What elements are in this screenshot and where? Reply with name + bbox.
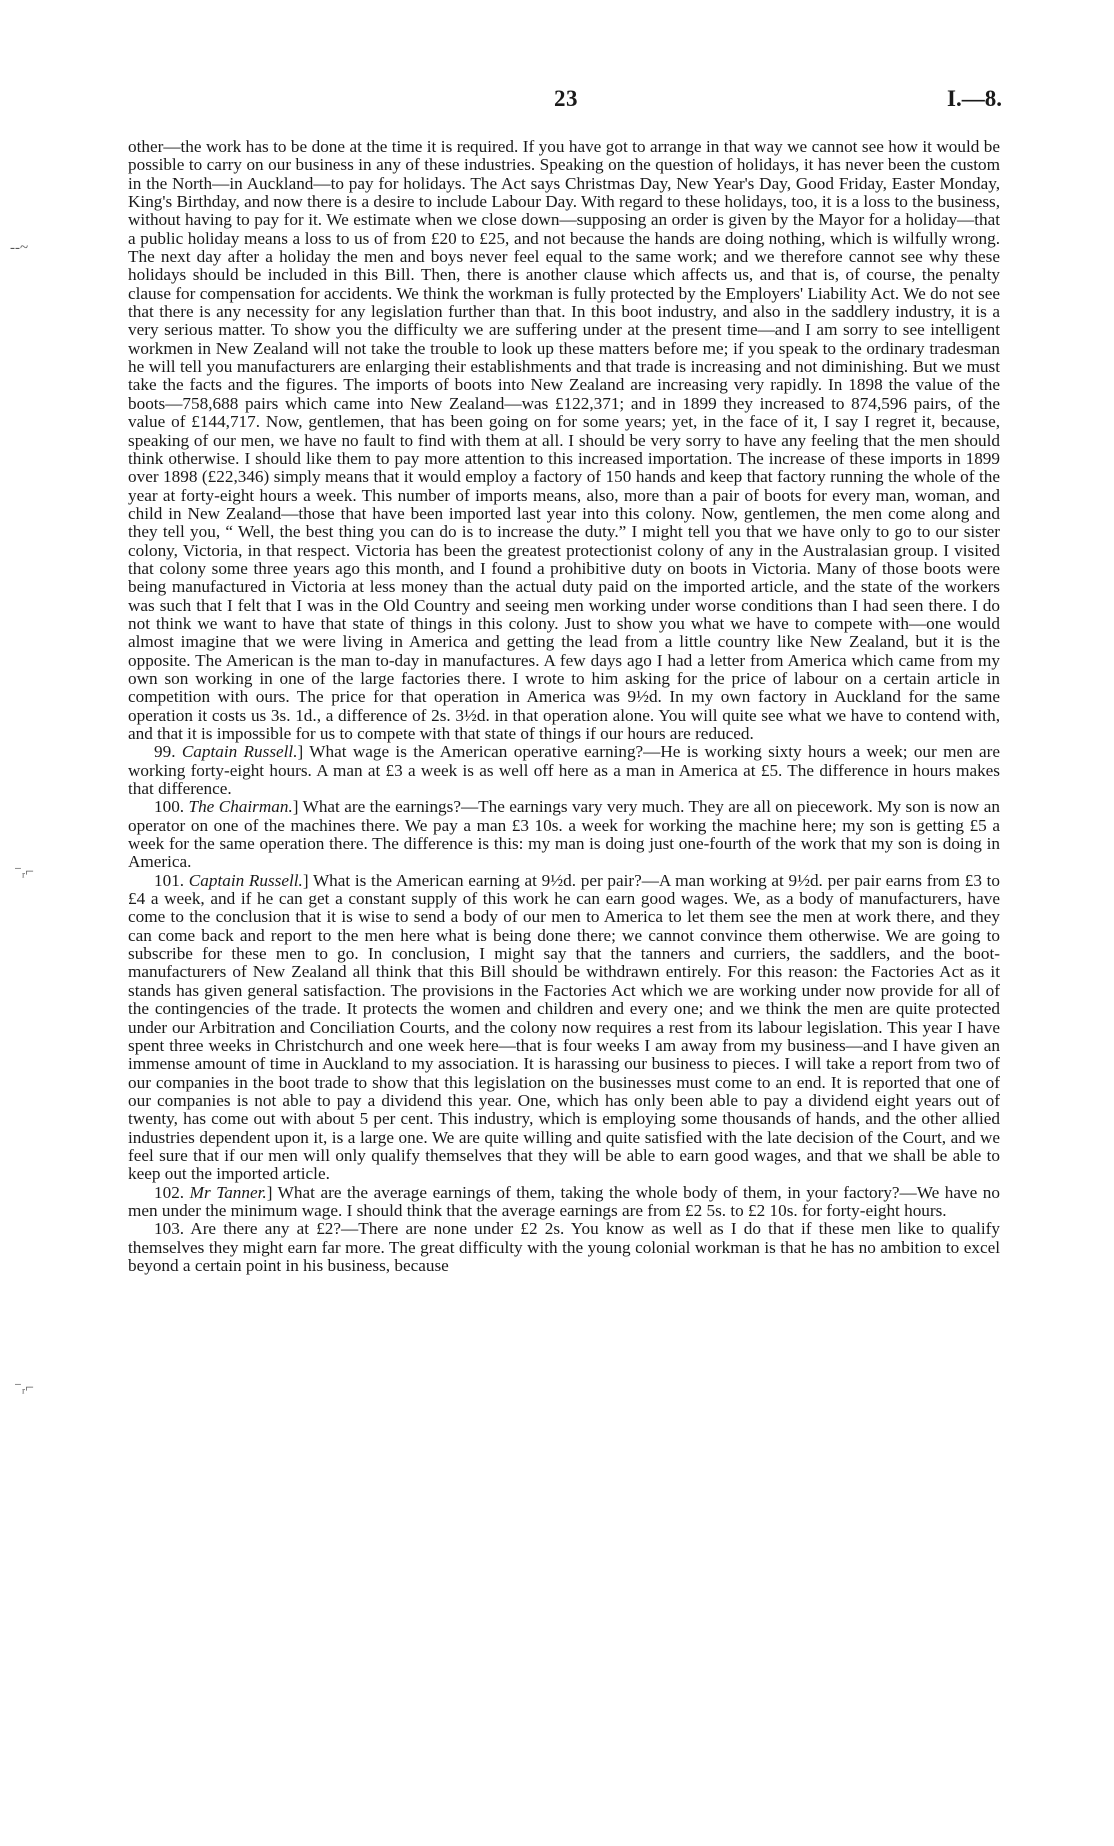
speaker-name: Mr Tanner. [189, 1182, 267, 1202]
speaker-name: Captain Russell. [188, 870, 303, 890]
paragraph-text: 103. Are there any at £2?—There are none under £2 2s. You know as well as I do that if these men like to qualify themselves they might earn far more. The great difficulty with the young colonial workman is that he has no ambition to excel beyond a certain point in his business, because [128, 1219, 1000, 1275]
question-paragraph [128, 1220, 1000, 1275]
paragraph-text: ] What are the earnings?—The earnings vary very much. They are all on piecework. My son is now an operator on one of the machines there. We pay a man £3 10s. a week for working the machine here; my son is getting £5 a week for the same operation there. The difference is this: my man is doing just one-fourth of the work that my son is doing in America. [128, 797, 1000, 872]
paragraph-continued [128, 138, 1000, 743]
paragraph-text: ] What is the American earning at 9½d. per pair?—A man working at 9½d. per pair earns from £3 to £4 a week, and if he can get a constant supply of this work he can earn good wages. We, as a body of manufacturers, have come to the conclusion that it is wise to send a body of our men to America to let them see the men at work there, and they can come back and report to the men here what is being done there; we cannot convince them otherwise. We are going to subscribe for these men to go. In conclusion, I might say that the tanners and curriers, the saddlers, and the boot-manufacturers of New Zealand all think that this Bill should be withdrawn entirely. For this reason: the Factories Act as it stands has given general satisfaction. The provisions in the Factories Act which we are working under now provide for all of the contingencies of the trade. It protects the women and children and every one; and we think the men are quite protected under our Arbitration and Conciliation Courts, and the colony now requires a rest from its labour legislation. This year I have spent three weeks in Christchurch and one week here—that is four weeks I am away from my business—and I have given an immense amount of time in Auckland to my association. It is harassing our business to pieces. I will take a report from two of our companies in the boot trade to show that this legislation on the businesses must come to an end. It is reported that one of our companies is not able to pay a dividend this year. One, which has only been able to pay a dividend eight years out of twenty, has come out with about 5 per cent. This industry, which is employing some thousands of hands, and the other allied industries dependent upon it, is a large one. We are quite willing and quite satisfied with the late decision of the Court, and we feel sure that if our men will only qualify themselves that they will be able to earn good wages, and that we shall be able to keep out the imported article. [128, 870, 1000, 1184]
paragraph-text: ] What wage is the American operative earning?—He is working sixty hours a week; our men are working forty-eight hours. A man at £3 a week is as well off here as a man in America at £5. The difference in hours makes that difference. [128, 742, 1000, 799]
body-text [128, 138, 1000, 1275]
paragraph-text: 100. [154, 797, 189, 817]
paragraph-text: 101. [154, 870, 189, 890]
paragraph-text: other—the work has to be done at the time it is required. If you have got to arrange in that way we cannot see how it would be possible to carry on our business in any of these industries. Speaking on the question of holidays, it has never been the custom in the North—in Auckland—to pay for holidays. The Act says Christmas Day, New Year's Day, Good Friday, Easter Monday, King's Birthday, and now there is a desire to include Labour Day. With regard to these holidays, too, it is a loss to the business, without having to pay for it. We estimate when we close down—supposing an order is given by the Mayor for a holiday—that a public holiday means a loss to us of from £20 to £25, and not because the hands are doing nothing, which is wilfully wrong. The next day after a holiday the men and boys never feel equal to the same work; and we therefore cannot see why these holidays should be included in this Bill. Then, there is another clause which affects us, and that is, of course, the penalty clause for compensation for accidents. We think the workman is fully protected by the Employers' Liability Act. We do not see that there is any necessity for any legislation further than that. In this boot industry, and also in the saddlery industry, it is a very serious matter. To show you the difficulty we are suffering under at the present time—and I am sorry to see intelligent workmen in New Zealand will not take the trouble to look up these matters before me; if you speak to the ordinary tradesman he will tell you manufacturers are enlarging their establishments and that trade is increasing and not diminishing. But we must take the facts and the figures. The imports of boots into New Zealand are increasing very rapidly. In 1898 the value of the boots—758,688 pairs which came into New Zealand—was £122,371; and in 1899 they increased to 874,596 pairs, of the value of £144,717. Now, gentlemen, that has been going on for some years; yet, in the face of it, I say I regret it, because, speaking of our men, we have no fault to find with them at all. I should be very sorry to have any feeling that the men should think otherwise. I should like them to pay more attention to this increased importation. The increase of these imports in 1899 over 1898 (£22,346) simply means that it would employ a factory of 150 hands and keep that factory running the whole of the year at forty-eight hours a week. This number of imports means, also, more than a pair of boots for every man, woman, and child in New Zealand—those that have been imported last year into this colony. Now, gentlemen, the men come along and they tell you, “ Well, the best thing you can do is to increase the duty.” I might tell you that we have only to go to our sister colony, Victoria, in that respect. Victoria has been the greatest protectionist colony of any in the Australasian group. I visited that colony some three years ago this month, and I found a prohibitive duty on boots in Victoria. Many of those boots were being manufactured in Victoria at less money than the actual duty paid on the imported article, and the state of the workers was such that I felt that I was in the Old Country and seeing men working under worse conditions than I had seen there. I do not think we want to have that state of things in this colony. Just to show you what we have to compete with—one would almost imagine that we were living in America and getting the lead from a little country like New Zealand, but it is the opposite. The American is the man to-day in manufactures. A few days ago I had a letter from America which came from my own son working in one of the large factories there. I wrote to him asking for the price of labour on a certain article in competition with ours. The price for that operation in America was 9½d. In my own factory in Auckland for the same operation it costs us 3s. 1d., a difference of 2s. 3½d. in that operation alone. You will quite see what we have to contend with, and that it is impossible for us to compete with that state of things if our hours are reduced. [128, 137, 1000, 743]
speaker-name: The Chairman. [188, 797, 293, 817]
document-reference: I.—8. [947, 86, 1002, 111]
margin-mark: ‐‑~ [10, 240, 29, 256]
paragraph-text: ] What are the average earnings of them, taking the whole body of them, in your factory?—We have no men under the minimum wage. I should think that the average earnings are from £2 5s. to £2 10s. for forty-eight hours. [128, 1182, 1000, 1220]
margin-mark: ⁻ᵣ⌐ [14, 1380, 34, 1396]
paragraph-text: 102. [154, 1182, 190, 1202]
question-paragraph [128, 1184, 1000, 1221]
speaker-name: Captain Russell. [181, 742, 298, 762]
page-number: 23 [554, 86, 578, 111]
margin-mark: ⁻ᵣ⌐ [14, 864, 34, 880]
question-paragraph [128, 872, 1000, 1184]
question-paragraph [128, 743, 1000, 798]
page-header [130, 86, 1002, 116]
question-paragraph [128, 798, 1000, 871]
paragraph-text: 99. [154, 742, 182, 762]
